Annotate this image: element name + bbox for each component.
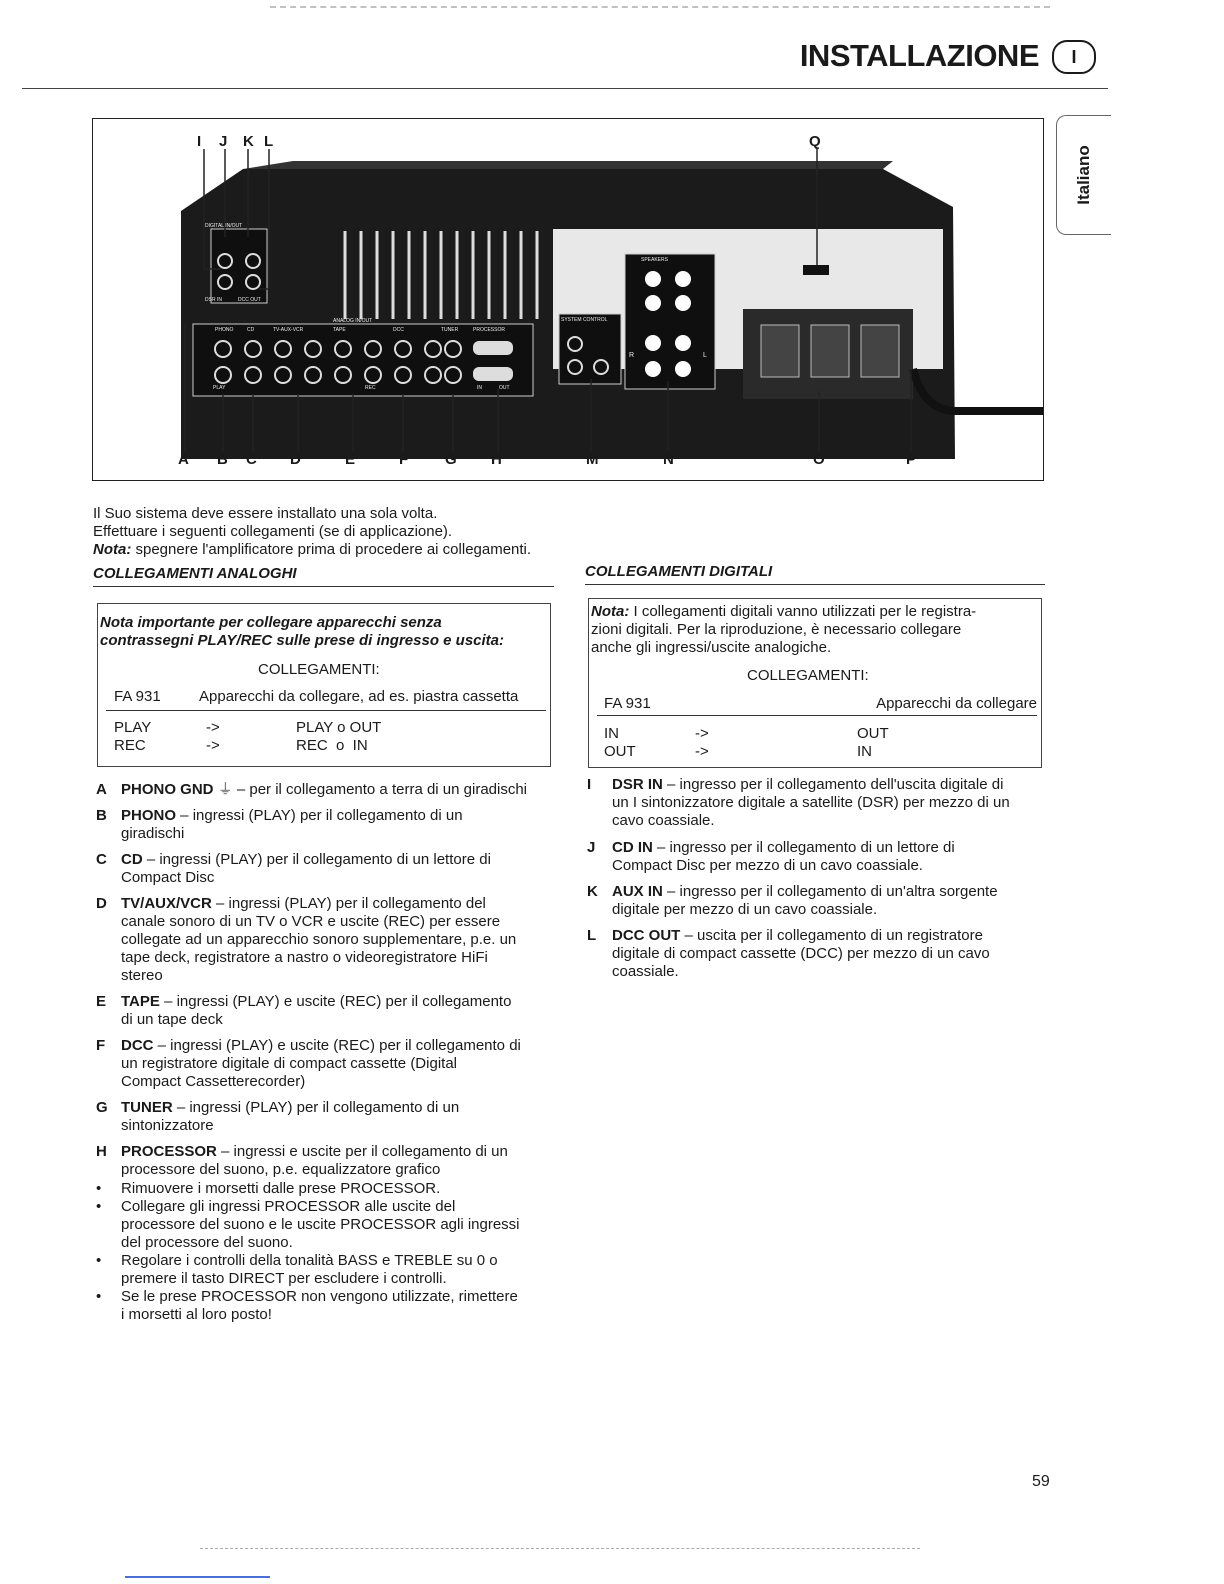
bullet-2-line-1: Collegare gli ingressi PROCESSOR alle uscite del xyxy=(121,1198,456,1215)
digital-row-1-arrow: -> xyxy=(695,725,709,742)
analog-item-f-line-3: Compact Cassetterecorder) xyxy=(121,1073,306,1090)
analog-item-f-line-2: un registratore digitale di compact cassette (Digital xyxy=(121,1055,457,1072)
digital-item-i-letter: I xyxy=(587,776,592,793)
panel-label-r: R xyxy=(629,352,635,359)
panel-label-dcc: DCC xyxy=(393,327,404,333)
scan-noise-top xyxy=(270,6,1050,8)
analog-heading-rule xyxy=(93,586,554,587)
language-badge: I xyxy=(1052,40,1096,74)
panel-label-dsr: DSR IN xyxy=(205,297,222,303)
callout-m: M xyxy=(586,451,599,468)
callout-d: D xyxy=(290,451,301,468)
analog-jacks-panel xyxy=(193,324,533,396)
digital-note-box xyxy=(588,598,1042,768)
analog-row-2-b: REC o IN xyxy=(296,737,368,754)
digital-row-2-b: IN xyxy=(857,743,872,760)
analog-heading: COLLEGAMENTI ANALOGHI xyxy=(93,565,297,582)
digital-item-l-line-3: coassiale. xyxy=(612,963,679,980)
digital-note-text-1: I collegamenti digitali vanno utilizzati per le registra- xyxy=(629,603,977,620)
analog-item-h-name: PROCESSOR xyxy=(121,1143,217,1160)
analog-item-b-line-1: – ingressi (PLAY) per il collegamento di un xyxy=(176,807,463,824)
analog-item-d-letter: D xyxy=(96,895,107,912)
analog-item-d-line-1: – ingressi (PLAY) per il collegamento del xyxy=(211,895,486,912)
panel-label-play: PLAY xyxy=(213,385,226,391)
analog-item-g-line-1: – ingressi (PLAY) per il collegamento di un xyxy=(172,1099,460,1116)
digital-item-k-line-2: digitale per mezzo di un cavo coassiale. xyxy=(612,901,878,918)
bullet-2-line-2: processore del suono e le uscite PROCESSOR agli ingressi xyxy=(121,1216,520,1233)
panel-label-cd: CD xyxy=(247,327,255,333)
scan-noise-bottom xyxy=(200,1548,920,1549)
analog-row-1-a: PLAY xyxy=(114,719,152,736)
analog-item-g-letter: G xyxy=(96,1099,108,1116)
digital-item-k-line-1: – ingresso per il collegamento di un'altra sorgente xyxy=(662,883,998,900)
panel-label-speakers: SPEAKERS xyxy=(641,257,668,263)
digital-row-1-b: OUT xyxy=(857,725,889,742)
analog-item-e-line-2: di un tape deck xyxy=(121,1011,223,1028)
analog-item-d-line-5: stereo xyxy=(121,967,163,984)
digital-item-j-letter: J xyxy=(587,839,596,856)
bullet-4-line-1: Se le prese PROCESSOR non vengono utilizzate, rimettere xyxy=(121,1288,518,1305)
callout-h: H xyxy=(491,451,502,468)
analog-note-box xyxy=(97,603,551,767)
bullet-2 xyxy=(96,1198,566,1252)
analog-row-2-arrow: -> xyxy=(206,737,220,754)
panel-label-analog: ANALOG IN/OUT xyxy=(333,318,373,324)
analog-item-g-line-2: sintonizzatore xyxy=(121,1117,214,1134)
panel-label-in: IN xyxy=(477,385,482,391)
callout-a: A xyxy=(178,451,189,468)
analog-note-title-2: contrassegni PLAY/REC sulle prese di ingresso e uscita: xyxy=(100,632,505,649)
analog-item-a xyxy=(96,781,566,799)
analog-item-c-name: CD xyxy=(121,851,143,868)
analog-item-c-letter: C xyxy=(96,851,107,868)
panel-label-dccout: DCC OUT xyxy=(238,297,261,303)
analog-item-h xyxy=(96,1143,566,1179)
analog-item-b-letter: B xyxy=(96,807,107,824)
bullet-1 xyxy=(96,1180,566,1198)
page-title: INSTALLAZIONE xyxy=(799,38,1039,73)
callout-j: J xyxy=(219,133,228,150)
digital-item-i-line-2: un I sintonizzatore digitale a satellite (DSR) per mezzo di un xyxy=(612,794,1010,811)
digital-table-rule xyxy=(597,715,1037,716)
side-tab-label: Italiano xyxy=(1074,145,1093,205)
analog-item-b-line-2: giradischi xyxy=(121,825,185,842)
analog-item-d-line-4: tape deck, registratore a nastro o videoregistratore HiFi xyxy=(121,949,488,966)
analog-item-f-letter: F xyxy=(96,1037,106,1054)
digital-item-i-line-3: cavo coassiale. xyxy=(612,812,715,829)
intro-note-label: Nota: xyxy=(93,541,132,558)
digital-heading: COLLEGAMENTI DIGITALI xyxy=(585,563,773,580)
analog-note-title-1: Nota importante per collegare apparecchi senza xyxy=(100,614,442,631)
bullet-3 xyxy=(96,1252,566,1288)
analog-item-g xyxy=(96,1099,566,1135)
digital-item-l-line-1: – uscita per il collegamento di un registratore xyxy=(680,927,983,944)
analog-table-rule xyxy=(106,710,546,711)
analog-note-subheading: COLLEGAMENTI: xyxy=(258,661,380,678)
analog-item-d-line-2: canale sonoro di un TV o VCR e uscite (REC) per essere xyxy=(121,913,501,930)
bullet-3-line-2: premere il tasto DIRECT per escludere i controlli. xyxy=(121,1270,447,1287)
panel-label-phono: PHONO xyxy=(215,327,234,333)
bullet-dot: • xyxy=(96,1198,102,1215)
digital-item-k-name: AUX IN xyxy=(612,883,663,900)
analog-item-b xyxy=(96,807,566,843)
analog-item-a-name: PHONO GND xyxy=(121,781,214,798)
digital-note-label: Nota: xyxy=(591,603,630,620)
panel-label-system: SYSTEM CONTROL xyxy=(561,317,608,323)
callout-g: G xyxy=(445,451,457,468)
panel-label-digital: DIGITAL IN/OUT xyxy=(205,223,243,229)
analog-item-h-line-1: – ingressi e uscite per il collegamento di un xyxy=(216,1143,508,1160)
bullet-2-line-3: del processore del suono. xyxy=(121,1234,293,1251)
bullet-4-line-2: i morsetti al loro posto! xyxy=(121,1306,272,1323)
analog-item-b-name: PHONO xyxy=(121,807,177,824)
callout-i: I xyxy=(197,133,202,150)
scan-mark xyxy=(125,1576,270,1578)
digital-item-k-letter: K xyxy=(587,883,598,900)
analog-item-f-line-1: – ingressi (PLAY) e uscite (REC) per il collegamento di xyxy=(153,1037,521,1054)
analog-col-devices: Apparecchi da collegare, ad es. piastra cassetta xyxy=(199,688,519,705)
bullet-dot: • xyxy=(96,1288,102,1305)
analog-item-e-name: TAPE xyxy=(121,993,160,1010)
analog-col-fa931: FA 931 xyxy=(114,688,161,705)
digital-note-line-2: zioni digitali. Per la riproduzione, è necessario collegare xyxy=(591,621,962,638)
rear-panel-diagram xyxy=(93,119,1043,480)
digital-item-l-letter: L xyxy=(587,927,597,944)
digital-item-j xyxy=(587,839,1057,875)
digital-item-l-line-2: digitale di compact cassette (DCC) per mezzo di un cavo xyxy=(612,945,990,962)
digital-row-2-a: OUT xyxy=(604,743,636,760)
digital-item-k xyxy=(587,883,1057,919)
panel-label-tv: TV-AUX-VCR xyxy=(273,327,304,333)
digital-note-subheading: COLLEGAMENTI: xyxy=(747,667,869,684)
callout-l: L xyxy=(264,133,274,150)
analog-item-d-name: TV/AUX/VCR xyxy=(121,895,212,912)
bullet-1-line-1: Rimuovere i morsetti dalle prese PROCESSOR. xyxy=(121,1180,441,1197)
digital-item-i-line-1: – ingresso per il collegamento dell'uscita digitale di xyxy=(662,776,1004,793)
intro-note-text: spegnere l'amplificatore prima di procedere ai collegamenti. xyxy=(131,541,532,558)
bullet-3-line-1: Regolare i controlli della tonalità BASS e TREBLE su 0 o xyxy=(121,1252,498,1269)
callout-b: B xyxy=(217,451,228,468)
language-side-tab xyxy=(1056,115,1111,235)
digital-item-l-name: DCC OUT xyxy=(612,927,681,944)
callout-k: K xyxy=(243,133,254,150)
analog-item-d xyxy=(96,895,566,985)
digital-item-i-name: DSR IN xyxy=(612,776,663,793)
panel-label-out: OUT xyxy=(499,385,510,391)
callout-e: E xyxy=(345,451,356,468)
analog-item-c-line-1: – ingressi (PLAY) per il collegamento di un lettore di xyxy=(142,851,491,868)
digital-row-2-arrow: -> xyxy=(695,743,709,760)
digital-col-fa931: FA 931 xyxy=(604,695,651,712)
analog-item-e xyxy=(96,993,566,1029)
analog-row-1-arrow: -> xyxy=(206,719,220,736)
digital-item-j-name: CD IN xyxy=(612,839,653,856)
page-number: 59 xyxy=(1032,1473,1050,1490)
rear-panel-figure xyxy=(92,118,1044,481)
callout-q: Q xyxy=(809,133,821,150)
analog-item-e-letter: E xyxy=(96,993,107,1010)
callout-c: C xyxy=(246,451,257,468)
intro-line-1: Il Suo sistema deve essere installato una sola volta. xyxy=(93,505,438,522)
analog-item-h-line-2: processore del suono, p.e. equalizzatore grafico xyxy=(121,1161,441,1178)
analog-item-h-letter: H xyxy=(96,1143,107,1160)
panel-label-rec: REC xyxy=(365,385,376,391)
system-control-panel xyxy=(559,314,621,384)
intro-block xyxy=(93,505,573,559)
mains-outlets xyxy=(761,325,899,377)
digital-row-1-a: IN xyxy=(604,725,619,742)
bullet-4 xyxy=(96,1288,566,1324)
digital-note-line-1 xyxy=(591,603,976,621)
analog-row-1-b: PLAY o OUT xyxy=(296,719,382,736)
analog-item-c-line-2: Compact Disc xyxy=(121,869,215,886)
analog-row-2-a: REC xyxy=(114,737,146,754)
analog-item-f xyxy=(96,1037,566,1091)
digital-item-l xyxy=(587,927,1057,981)
analog-item-a-text: ⏚ – per il collegamento a terra di un giradischi xyxy=(217,781,528,798)
intro-note xyxy=(93,541,573,559)
digital-heading-rule xyxy=(585,584,1045,585)
panel-label-l: L xyxy=(703,352,707,359)
panel-label-tuner: TUNER xyxy=(441,327,459,333)
digital-item-i xyxy=(587,776,1057,830)
speakers-panel xyxy=(625,254,715,389)
analog-item-d-line-3: collegate ad un apparecchio sonoro supplementare, p.e. un xyxy=(121,931,517,948)
analog-item-e-line-1: – ingressi (PLAY) e uscite (REC) per il collegamento xyxy=(159,993,512,1010)
callout-o: O xyxy=(813,451,825,468)
bullet-dot: • xyxy=(96,1180,102,1197)
callout-n: N xyxy=(663,451,674,468)
bullet-dot: • xyxy=(96,1252,102,1269)
analog-item-g-name: TUNER xyxy=(121,1099,173,1116)
callout-f: F xyxy=(399,451,409,468)
callout-p: P xyxy=(906,451,917,468)
analog-item-c xyxy=(96,851,566,887)
voltage-switch xyxy=(803,265,829,275)
top-ridge xyxy=(243,161,893,169)
digital-note-line-3: anche gli ingressi/uscite analogiche. xyxy=(591,639,832,656)
panel-label-tape: TAPE xyxy=(333,327,346,333)
panel-label-processor: PROCESSOR xyxy=(473,327,505,333)
analog-item-f-name: DCC xyxy=(121,1037,154,1054)
intro-line-2: Effettuare i seguenti collegamenti (se di applicazione). xyxy=(93,523,453,540)
digital-col-devices: Apparecchi da collegare xyxy=(876,695,1037,712)
digital-item-j-line-2: Compact Disc per mezzo di un cavo coassiale. xyxy=(612,857,923,874)
digital-item-j-line-1: – ingresso per il collegamento di un lettore di xyxy=(652,839,955,856)
analog-item-a-letter: A xyxy=(96,781,107,798)
header-rule xyxy=(22,88,1108,89)
